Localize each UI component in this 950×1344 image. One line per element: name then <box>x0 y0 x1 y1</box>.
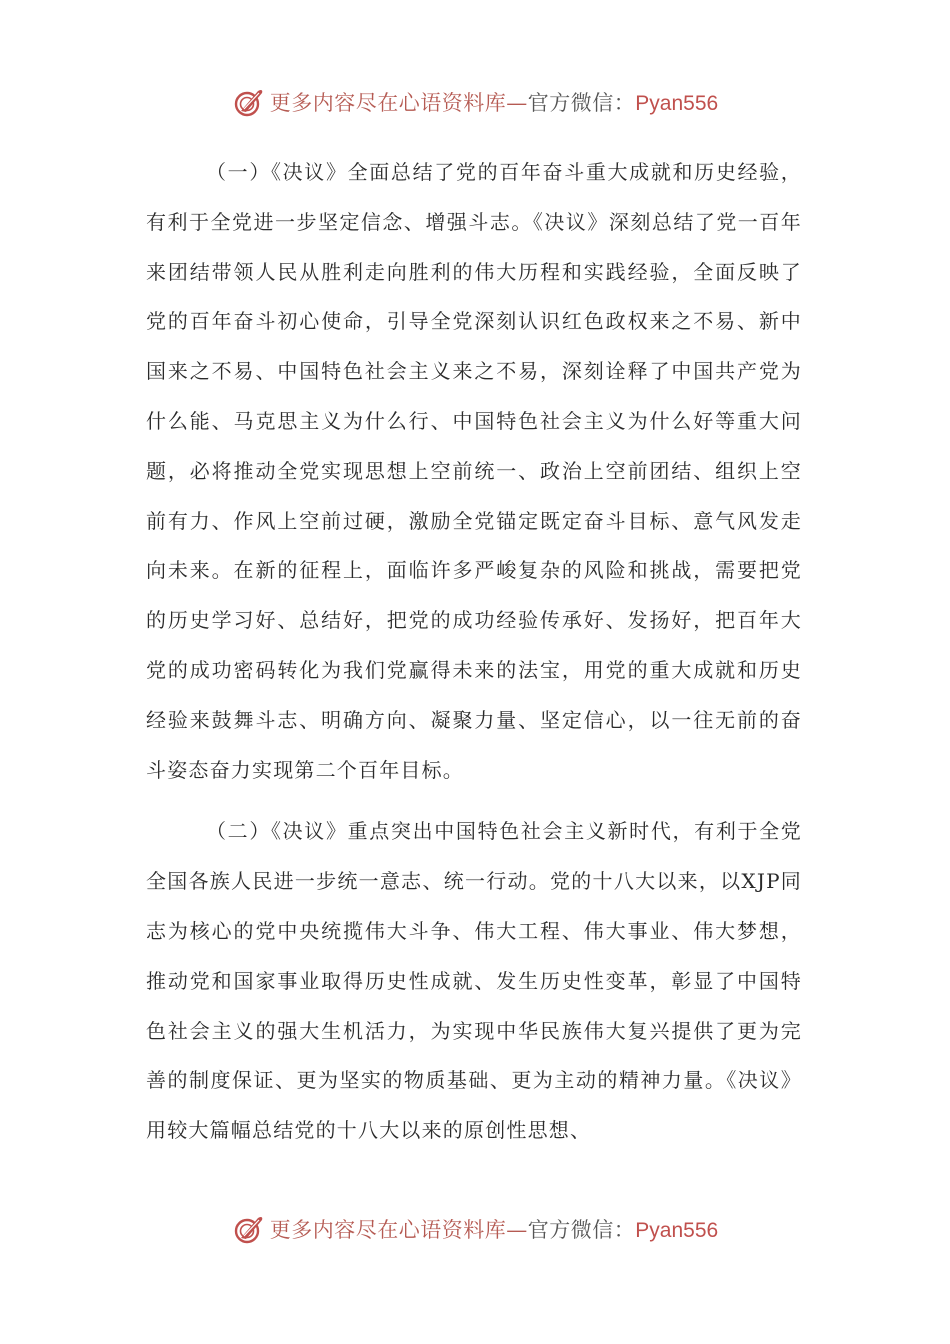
quill-pen-logo-icon <box>232 1212 266 1246</box>
banner-site-text: 更多内容尽在心语资料库 <box>269 91 507 115</box>
quill-pen-logo-icon <box>232 85 266 119</box>
banner-wechat-label: 官方微信： <box>527 1218 636 1242</box>
document-body <box>146 148 802 1156</box>
banner-site-text: 更多内容尽在心语资料库 <box>269 1218 507 1242</box>
footer-banner <box>0 1209 950 1249</box>
banner-dash: — <box>506 1218 528 1242</box>
banner-text <box>270 1214 718 1244</box>
banner-text <box>270 87 718 117</box>
header-banner <box>0 82 950 122</box>
banner-dash: — <box>506 91 528 115</box>
banner-wechat-id: Pyan556 <box>635 1219 719 1242</box>
banner-wechat-label: 官方微信： <box>527 91 636 115</box>
paragraph-2: （二）《决议》重点突出中国特色社会主义新时代，有利于全党全国各族人民进一步统一意志、统一行动。党的十八大以来，以XJP同志为核心的党中央统揽伟大斗争、伟大工程、伟大事业、伟大梦想，推动党和国家事业取得历史性成就、发生历史性变革，彰显了中国特色社会主义的强大生机活力，为实现中华民族伟大复兴提供了更为完善的制度保证、更为坚实的物质基础、更为主动的精神力量。《决议》用较大篇幅总结党的十八大以来的原创性思想、 <box>146 819 802 1143</box>
banner-wechat-id: Pyan556 <box>635 92 719 115</box>
paragraph-1: （一）《决议》全面总结了党的百年奋斗重大成就和历史经验，有利于全党进一步坚定信念、增强斗志。《决议》深刻总结了党一百年来团结带领人民从胜利走向胜利的伟大历程和实践经验，全面反映了党的百年奋斗初心使命，引导全党深刻认识红色政权来之不易、新中国来之不易、中国特色社会主义来之不易，深刻诠释了中国共产党为什么能、马克思主义为什么行、中国特色社会主义为什么好等重大问题，必将推动全党实现思想上空前统一、政治上空前团结、组织上空前有力、作风上空前过硬，激励全党锚定既定奋斗目标、意气风发走向未来。在新的征程上，面临许多严峻复杂的风险和挑战，需要把党的历史学习好、总结好，把党的成功经验传承好、发扬好，把百年大党的成功密码转化为我们党赢得未来的法宝，用党的重大成就和历史经验来鼓舞斗志、明确方向、凝聚力量、坚定信心，以一往无前的奋斗姿态奋力实现第二个百年目标。 <box>146 160 802 782</box>
